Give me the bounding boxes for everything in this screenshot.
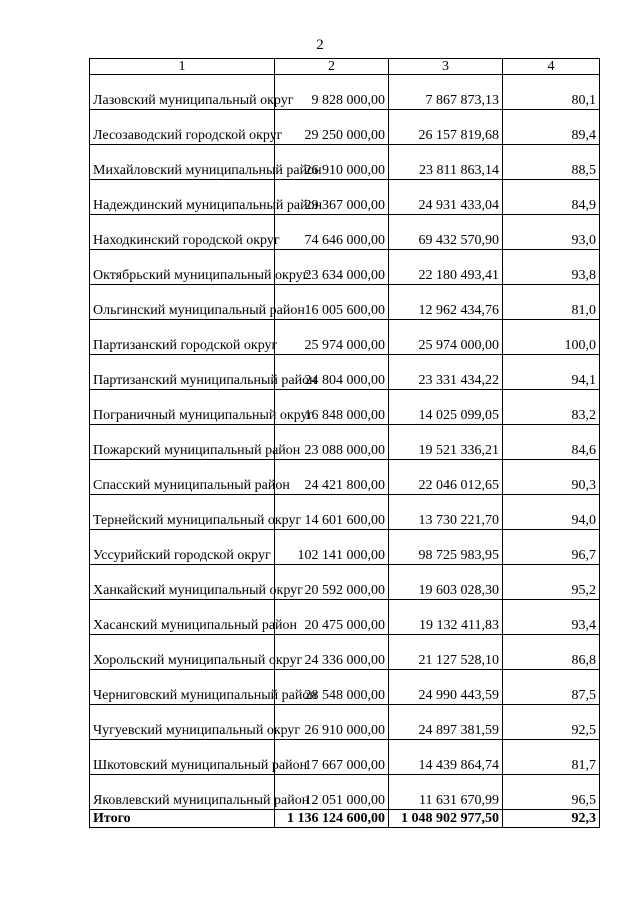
row-percent-cell: 83,2 (503, 390, 600, 425)
row-planned-cell: 24 336 000,00 (275, 635, 389, 670)
row-percent-cell: 100,0 (503, 320, 600, 355)
row-percent-cell: 81,7 (503, 740, 600, 775)
total-percent: 92,3 (503, 810, 600, 828)
row-planned-cell: 74 646 000,00 (275, 215, 389, 250)
row-name-cell: Хорольский муниципальный округ (90, 635, 275, 670)
table-row (90, 110, 600, 145)
row-actual-cell: 19 132 411,83 (389, 600, 503, 635)
row-percent-cell: 94,0 (503, 495, 600, 530)
row-percent-cell: 84,9 (503, 180, 600, 215)
column-header: 1 (90, 59, 275, 75)
row-name-cell: Надеждинский муниципальный район (90, 180, 275, 215)
row-name-cell: Чугуевский муниципальный округ (90, 705, 275, 740)
row-percent-cell: 94,1 (503, 355, 600, 390)
row-actual-cell: 14 025 099,05 (389, 390, 503, 425)
row-planned-cell: 29 367 000,00 (275, 180, 389, 215)
row-name-cell: Лазовский муниципальный округ (90, 75, 275, 110)
table-row (90, 215, 600, 250)
row-planned-cell: 20 592 000,00 (275, 565, 389, 600)
row-planned-cell: 28 548 000,00 (275, 670, 389, 705)
table-row (90, 530, 600, 565)
table-row (90, 390, 600, 425)
row-name-cell: Тернейский муниципальный округ (90, 495, 275, 530)
row-percent-cell: 96,5 (503, 775, 600, 810)
row-percent-cell: 86,8 (503, 635, 600, 670)
total-row (90, 810, 600, 828)
row-planned-cell: 24 421 800,00 (275, 460, 389, 495)
row-percent-cell: 87,5 (503, 670, 600, 705)
table-row (90, 285, 600, 320)
table-body (90, 75, 600, 810)
table-row (90, 180, 600, 215)
row-actual-cell: 13 730 221,70 (389, 495, 503, 530)
table-row (90, 75, 600, 110)
row-percent-cell: 84,6 (503, 425, 600, 460)
row-actual-cell: 23 811 863,14 (389, 145, 503, 180)
column-header: 3 (389, 59, 503, 75)
row-name-cell: Яковлевский муниципальный район (90, 775, 275, 810)
row-percent-cell: 95,2 (503, 565, 600, 600)
row-percent-cell: 96,7 (503, 530, 600, 565)
row-actual-cell: 23 331 434,22 (389, 355, 503, 390)
row-actual-cell: 21 127 528,10 (389, 635, 503, 670)
row-name-cell: Спасский муниципальный район (90, 460, 275, 495)
row-planned-cell: 26 910 000,00 (275, 705, 389, 740)
header-row (90, 59, 600, 75)
row-percent-cell: 88,5 (503, 145, 600, 180)
row-planned-cell: 26 910 000,00 (275, 145, 389, 180)
row-actual-cell: 19 603 028,30 (389, 565, 503, 600)
table-row (90, 670, 600, 705)
row-actual-cell: 22 046 012,65 (389, 460, 503, 495)
row-name-cell: Уссурийский городской округ (90, 530, 275, 565)
row-name-cell: Черниговский муниципальный район (90, 670, 275, 705)
table-row (90, 775, 600, 810)
table-row (90, 635, 600, 670)
table-row (90, 600, 600, 635)
row-percent-cell: 93,4 (503, 600, 600, 635)
row-percent-cell: 80,1 (503, 75, 600, 110)
row-name-cell: Пограничный муниципальный округ (90, 390, 275, 425)
row-percent-cell: 93,0 (503, 215, 600, 250)
row-percent-cell: 93,8 (503, 250, 600, 285)
row-name-cell: Октябрьский муниципальный округ (90, 250, 275, 285)
table-row (90, 705, 600, 740)
table-row (90, 355, 600, 390)
row-planned-cell: 24 804 000,00 (275, 355, 389, 390)
row-name-cell: Партизанский муниципальный район (90, 355, 275, 390)
row-planned-cell: 16 005 600,00 (275, 285, 389, 320)
row-actual-cell: 26 157 819,68 (389, 110, 503, 145)
row-percent-cell: 92,5 (503, 705, 600, 740)
budget-table (89, 58, 600, 828)
column-header: 2 (275, 59, 389, 75)
row-actual-cell: 22 180 493,41 (389, 250, 503, 285)
column-header: 4 (503, 59, 600, 75)
row-actual-cell: 24 897 381,59 (389, 705, 503, 740)
row-name-cell: Находкинский городской округ (90, 215, 275, 250)
row-name-cell: Лесозаводский городской округ (90, 110, 275, 145)
table-row (90, 145, 600, 180)
row-actual-cell: 14 439 864,74 (389, 740, 503, 775)
row-actual-cell: 12 962 434,76 (389, 285, 503, 320)
row-planned-cell: 12 051 000,00 (275, 775, 389, 810)
row-planned-cell: 20 475 000,00 (275, 600, 389, 635)
row-actual-cell: 25 974 000,00 (389, 320, 503, 355)
row-planned-cell: 14 601 600,00 (275, 495, 389, 530)
row-actual-cell: 98 725 983,95 (389, 530, 503, 565)
row-name-cell: Михайловский муниципальный район (90, 145, 275, 180)
table-row (90, 320, 600, 355)
row-actual-cell: 11 631 670,99 (389, 775, 503, 810)
row-planned-cell: 102 141 000,00 (275, 530, 389, 565)
row-actual-cell: 7 867 873,13 (389, 75, 503, 110)
row-name-cell: Ольгинский муниципальный район (90, 285, 275, 320)
row-actual-cell: 24 990 443,59 (389, 670, 503, 705)
total-actual: 1 048 902 977,50 (389, 810, 503, 828)
row-name-cell: Пожарский муниципальный район (90, 425, 275, 460)
table-row (90, 740, 600, 775)
row-planned-cell: 9 828 000,00 (275, 75, 389, 110)
table-row (90, 460, 600, 495)
row-percent-cell: 89,4 (503, 110, 600, 145)
row-planned-cell: 23 634 000,00 (275, 250, 389, 285)
row-planned-cell: 17 667 000,00 (275, 740, 389, 775)
row-actual-cell: 19 521 336,21 (389, 425, 503, 460)
total-label: Итого (90, 810, 275, 828)
row-name-cell: Партизанский городской округ (90, 320, 275, 355)
row-actual-cell: 24 931 433,04 (389, 180, 503, 215)
page-number: 2 (316, 37, 324, 53)
row-name-cell: Шкотовский муниципальный район (90, 740, 275, 775)
row-planned-cell: 29 250 000,00 (275, 110, 389, 145)
row-percent-cell: 81,0 (503, 285, 600, 320)
table-row (90, 425, 600, 460)
total-planned: 1 136 124 600,00 (275, 810, 389, 828)
row-name-cell: Хасанский муниципальный район (90, 600, 275, 635)
table-row (90, 565, 600, 600)
row-planned-cell: 25 974 000,00 (275, 320, 389, 355)
table-row (90, 495, 600, 530)
row-planned-cell: 16 848 000,00 (275, 390, 389, 425)
row-name-cell: Ханкайский муниципальный округ (90, 565, 275, 600)
row-percent-cell: 90,3 (503, 460, 600, 495)
row-planned-cell: 23 088 000,00 (275, 425, 389, 460)
table-row (90, 250, 600, 285)
row-actual-cell: 69 432 570,90 (389, 215, 503, 250)
